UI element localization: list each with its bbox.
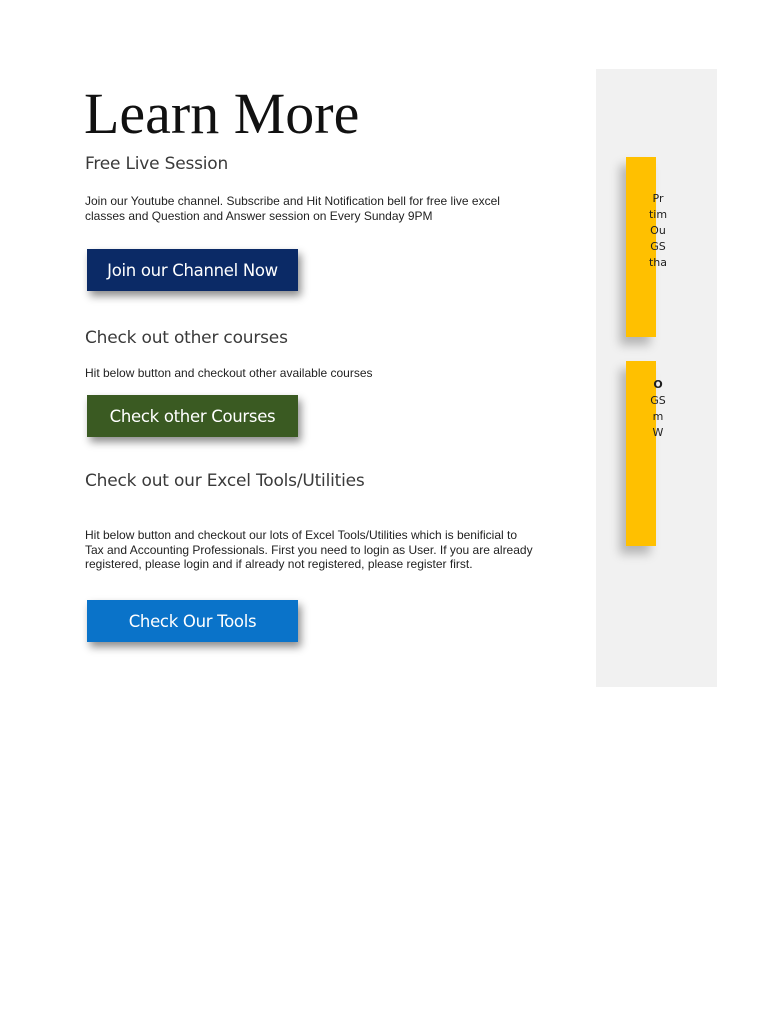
check-tools-button[interactable]: Check Our Tools <box>87 600 298 642</box>
sidebar-note-text <box>598 191 718 271</box>
courses-heading: Check out other courses <box>85 328 288 348</box>
note-line: GS <box>650 240 666 253</box>
note-line: Ou <box>650 224 666 237</box>
tools-description: Hit below button and checkout our lots of Excel Tools/Utilities which is benificial to Tax and Accounting Professionals. First you need to login as User. If you are already registered, please login and if already not registered, please register first. <box>85 528 533 571</box>
note-line: m <box>652 410 664 423</box>
live-session-heading: Free Live Session <box>85 154 229 174</box>
note-line: O <box>653 378 663 391</box>
sidebar-panel <box>596 69 717 687</box>
sidebar-note-text <box>598 377 718 441</box>
live-session-description: Join our Youtube channel. Subscribe and Hit Notification bell for free live excel classes and Question and Answer session on Every Sunday 9PM <box>85 194 500 223</box>
sidebar-note-card <box>626 157 668 337</box>
note-line: tim <box>648 208 668 221</box>
sidebar-note-card <box>626 361 666 546</box>
check-courses-button[interactable]: Check other Courses <box>87 395 298 437</box>
page-title: Learn More <box>84 81 360 146</box>
note-line: GS <box>650 394 666 407</box>
note-line: W <box>652 426 664 439</box>
note-line: tha <box>648 256 668 269</box>
join-channel-button[interactable]: Join our Channel Now <box>87 249 298 291</box>
note-line: Pr <box>652 192 664 205</box>
tools-heading: Check out our Excel Tools/Utilities <box>85 471 365 491</box>
courses-description: Hit below button and checkout other available courses <box>85 366 373 380</box>
